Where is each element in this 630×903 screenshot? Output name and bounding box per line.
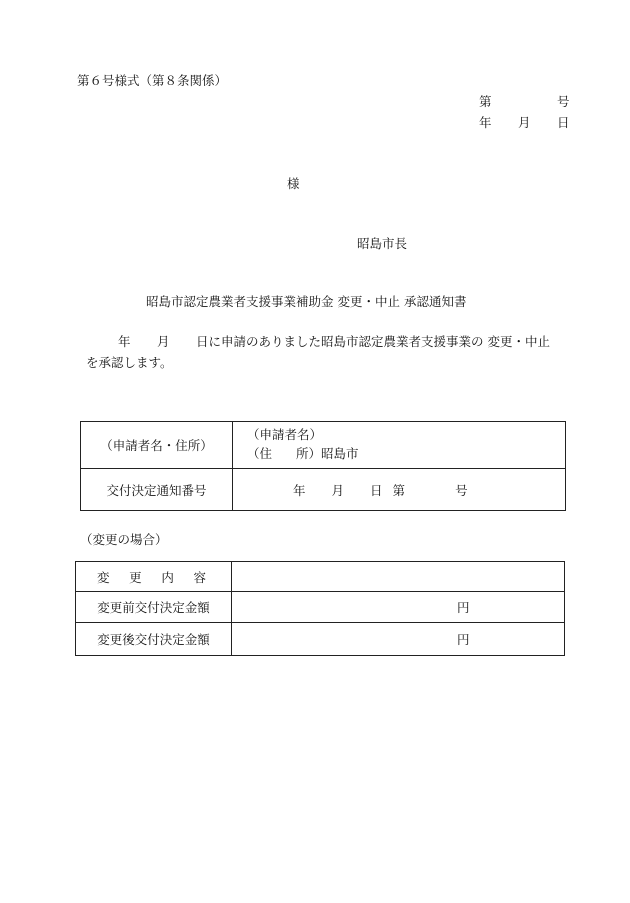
applicant-label: （申請者名・住所） [81,422,233,469]
applicant-name-label: （申請者名） [247,427,323,443]
form-id: 第６号様式（第８条関係） [77,73,228,88]
amount-after-yen: 円 [457,632,470,647]
change-section-label: （変更の場合） [80,532,168,547]
issuer: 昭島市長 [357,236,408,251]
doc-number-prefix: 第 [479,94,492,109]
amount-after-label: 変更後交付決定金額 [76,623,232,656]
applicant-row [81,422,566,469]
applicant-table [80,421,566,511]
address-line [247,445,565,464]
change-content-label [76,562,232,592]
change-content-char-3: 内 [161,569,174,585]
decision-go: 号 [455,482,468,498]
change-content-char-4: 容 [193,569,206,585]
amount-after-cell [232,623,565,656]
doc-date-year: 年 [479,115,492,130]
decision-number-cell [233,469,566,511]
body-month: 月 [157,334,170,349]
change-content-value [232,562,565,592]
doc-date-month: 月 [518,115,531,130]
amount-before-label: 変更前交付決定金額 [76,592,232,623]
amount-after-row [76,623,565,656]
amount-before-row [76,592,565,623]
amount-before-yen: 円 [457,600,470,615]
decision-no: 第 [392,482,406,498]
change-table [75,561,565,656]
body-line1-rest: 日に申請のありました昭島市認定農業者支援事業の 変更・中止 [196,334,550,349]
addressee-suffix: 様 [287,176,300,191]
document-title: 昭島市認定農業者支援事業補助金 変更・中止 承認通知書 [146,294,467,309]
doc-number-suffix: 号 [557,94,570,109]
change-content-char-2: 更 [129,569,142,585]
change-content-char-1: 変 [97,569,110,585]
decision-number-label: 交付決定通知番号 [81,469,233,511]
applicant-value-cell [233,422,566,469]
body-year: 年 [118,334,131,349]
decision-month: 月 [331,482,345,498]
decision-day: 日 [370,482,383,498]
decision-number-row [81,469,566,511]
change-content-row [76,562,565,592]
amount-before-cell [232,592,565,623]
decision-year: 年 [293,482,306,498]
address-label-close: 所）昭島市 [296,446,359,461]
body-line2: を承認します。 [86,355,173,370]
address-label-open: （住 [247,446,273,461]
doc-date-day: 日 [557,115,570,130]
